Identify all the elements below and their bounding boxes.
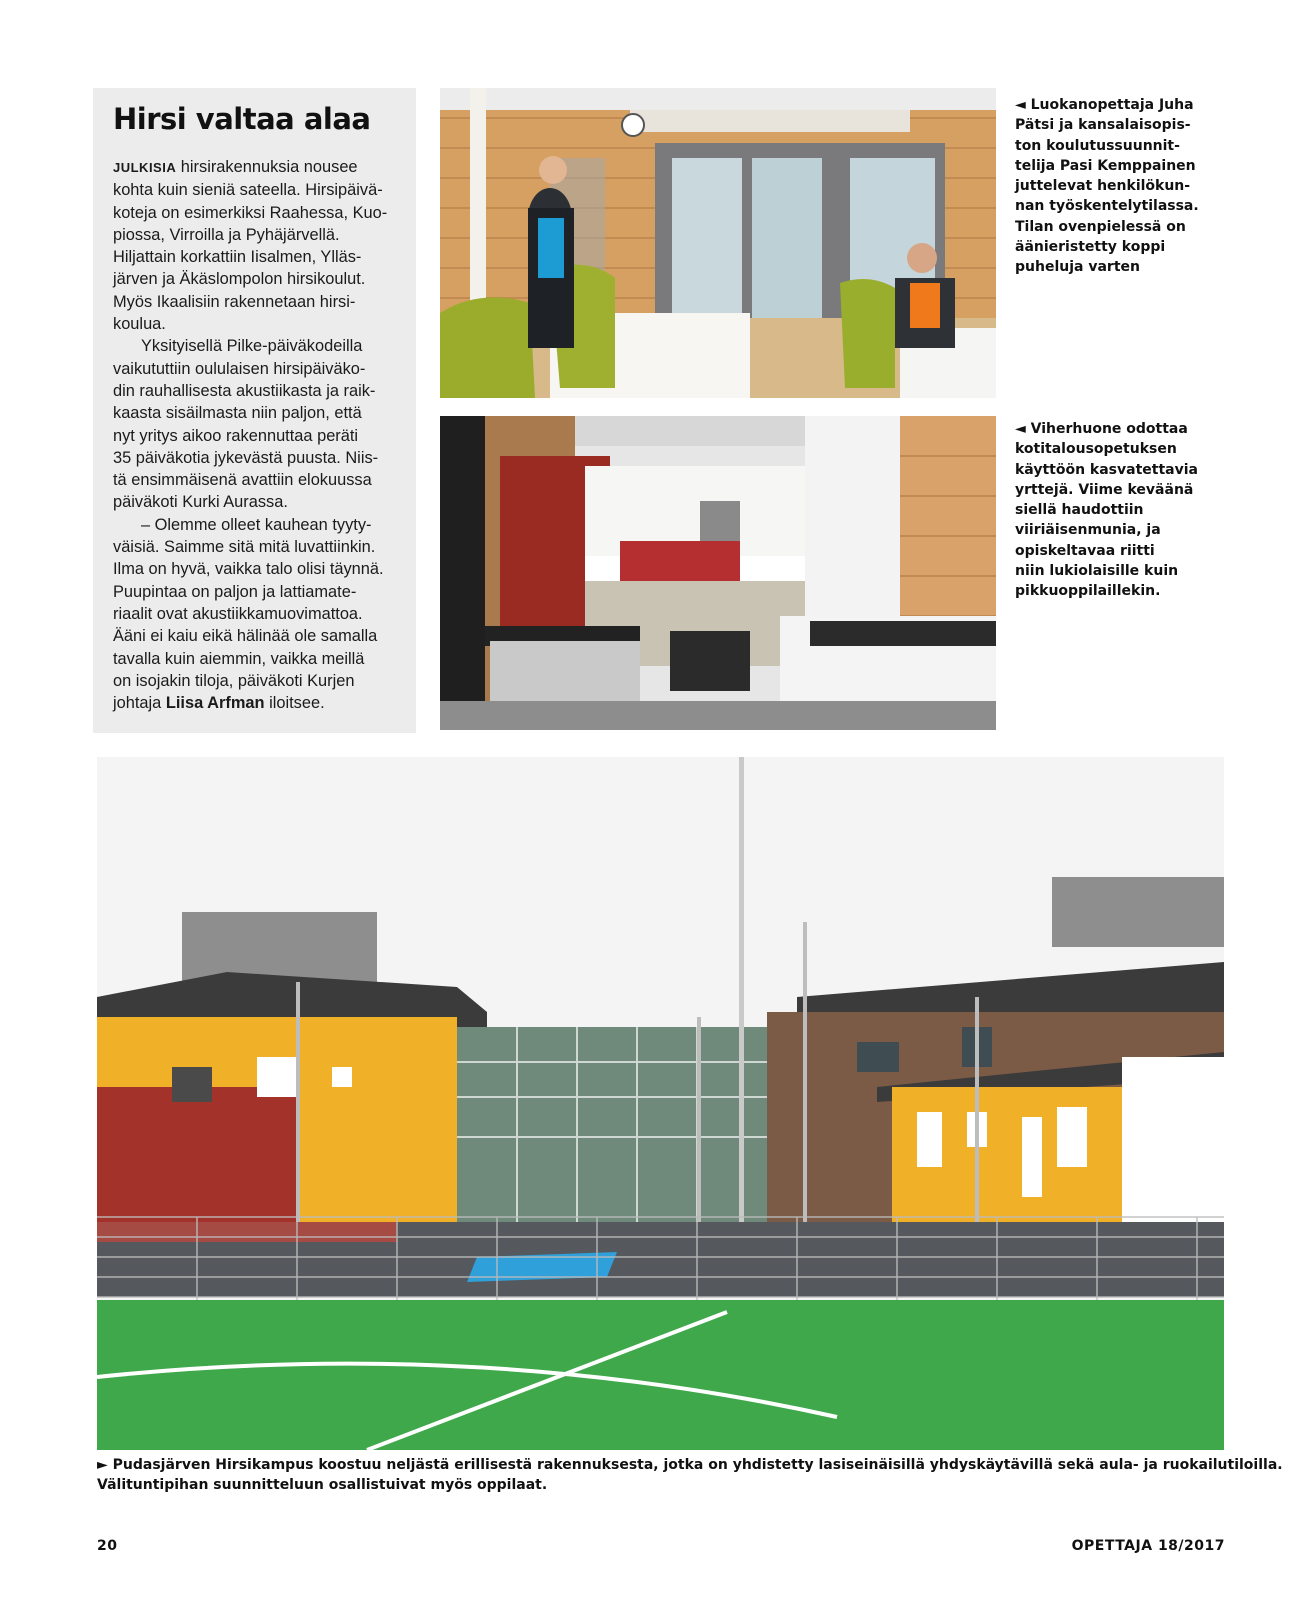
page-number: 20	[97, 1538, 118, 1554]
sidebar-title: Hirsi valtaa alaa	[113, 102, 371, 136]
person-name: Liisa Arfman	[165, 694, 265, 713]
sidebar-text-line: johtaja	[113, 694, 166, 713]
sidebar-text-line: päiväkoti Kurki Aurassa.	[113, 493, 288, 512]
caption-line: ► Pudasjärven Hirsikampus koostuu neljästä erillisestä rakennuksesta, jotka on yhdistetty lasiseinäisillä yhdyskäytävillä sekä aula- ja ruokailutiloilla.	[97, 1457, 1283, 1473]
sidebar-text-line: nyt yritys aikoo rakennuttaa peräti	[113, 426, 359, 445]
sidebar-text-line: väisiä. Saimme sitä mitä luvattiinkin.	[113, 538, 376, 557]
caption-line: ◄ Luokanopettaja Juha	[1015, 97, 1194, 113]
campus-exterior-photo	[97, 757, 1224, 1450]
sidebar-text-line: Myös Ikaalisiin rakennetaan hirsi-	[113, 292, 356, 311]
caption-line: niin lukiolaisille kuin	[1015, 563, 1179, 580]
sidebar-text-line: koulua.	[113, 315, 166, 334]
caption-line: käyttöön kasvatettavia	[1015, 461, 1198, 478]
sidebar-text-line: järven ja Äkäslompolon hirsikoulut.	[113, 270, 366, 289]
sidebar-text-line: 35 päiväkotia jykevästä puusta. Niis-	[113, 448, 379, 467]
caption-campus	[97, 1455, 1283, 1496]
sidebar-text-line: – Olemme olleet kauhean tyyty-	[141, 515, 372, 534]
sidebar-paragraph-3	[113, 514, 398, 715]
caption-line: siellä haudottiin	[1015, 502, 1144, 519]
sidebar-box	[93, 88, 416, 733]
sidebar-text-line: Hiljattain korkattiin Iisalmen, Ylläs-	[113, 248, 362, 267]
caption-line: Välituntipihan suunnitteluun osallistuivat myös oppilaat.	[97, 1477, 548, 1494]
caption-line: viiriäisenmunia, ja	[1015, 522, 1161, 539]
caption-line: Pätsi ja kansalaisopis-	[1015, 117, 1191, 134]
sidebar-text-line: Yksityisellä Pilke-päiväkodeilla	[141, 337, 363, 356]
caption-line: Tilan ovenpielessä on	[1015, 218, 1186, 235]
caption-line: yrttejä. Viime keväänä	[1015, 481, 1194, 498]
caption-line: kotitalousopetuksen	[1015, 441, 1177, 458]
caption-staff-room	[1015, 95, 1215, 278]
caption-line: ton koulutussuunnit-	[1015, 137, 1180, 154]
caption-line: opiskeltavaa riitti	[1015, 542, 1155, 559]
caption-line: nan työskentelytilassa.	[1015, 198, 1199, 215]
sidebar-text-line: vaikututtiin oululaisen hirsipäiväko-	[113, 359, 366, 378]
sidebar-text-line: piossa, Virroilla ja Pyhäjärvellä.	[113, 225, 340, 244]
caption-line: puheluja varten	[1015, 259, 1140, 276]
sidebar-text-line: din rauhallisesta akustiikasta ja raik-	[113, 381, 376, 400]
caption-line: telija Pasi Kemppainen	[1015, 157, 1196, 174]
sidebar-text-line: tä ensimmäisenä avattiin elokuussa	[113, 471, 372, 490]
sidebar-text-line: koteja on esimerkiksi Raahessa, Kuo-	[113, 203, 388, 222]
caption-line: juttelevat henkilökun-	[1015, 178, 1191, 195]
sidebar-text-line: Puupintaa on paljon ja lattiamate-	[113, 582, 357, 601]
sidebar-text-line: Ääni ei kaiu eikä hälinää ole samalla	[113, 627, 378, 646]
sidebar-paragraph-2	[113, 335, 398, 513]
sidebar-text-line: on isojakin tiloja, päiväkoti Kurjen	[113, 671, 355, 690]
publication-issue: OPETTAJA 18/2017	[1071, 1538, 1225, 1554]
caption-greenhouse	[1015, 419, 1215, 602]
caption-line: pikkuoppilaillekin.	[1015, 583, 1161, 600]
sidebar-text-line: tavalla kuin aiemmin, vaikka meillä	[113, 649, 365, 668]
staff-room-photo	[440, 88, 996, 398]
sidebar-body	[113, 156, 398, 714]
sidebar-text-line: hirsirakennuksia nousee	[176, 158, 358, 176]
sidebar-text-line: kohta kuin sieniä sateella. Hirsipäivä-	[113, 181, 383, 200]
sidebar-text-line: iloitsee.	[264, 694, 325, 713]
sidebar-text-line: Ilma on hyvä, vaikka talo olisi täynnä.	[113, 560, 384, 579]
caption-line: ◄ Viherhuone odottaa	[1015, 421, 1188, 437]
sidebar-kicker: JULKISIA	[113, 160, 177, 175]
sidebar-paragraph-1	[113, 156, 398, 335]
caption-line: äänieristetty koppi	[1015, 239, 1166, 256]
sidebar-text-line: kaasta sisäilmasta niin paljon, että	[113, 404, 362, 423]
greenhouse-photo	[440, 416, 996, 730]
sidebar-text-line: riaalit ovat akustiikkamuovimattoa.	[113, 604, 363, 623]
